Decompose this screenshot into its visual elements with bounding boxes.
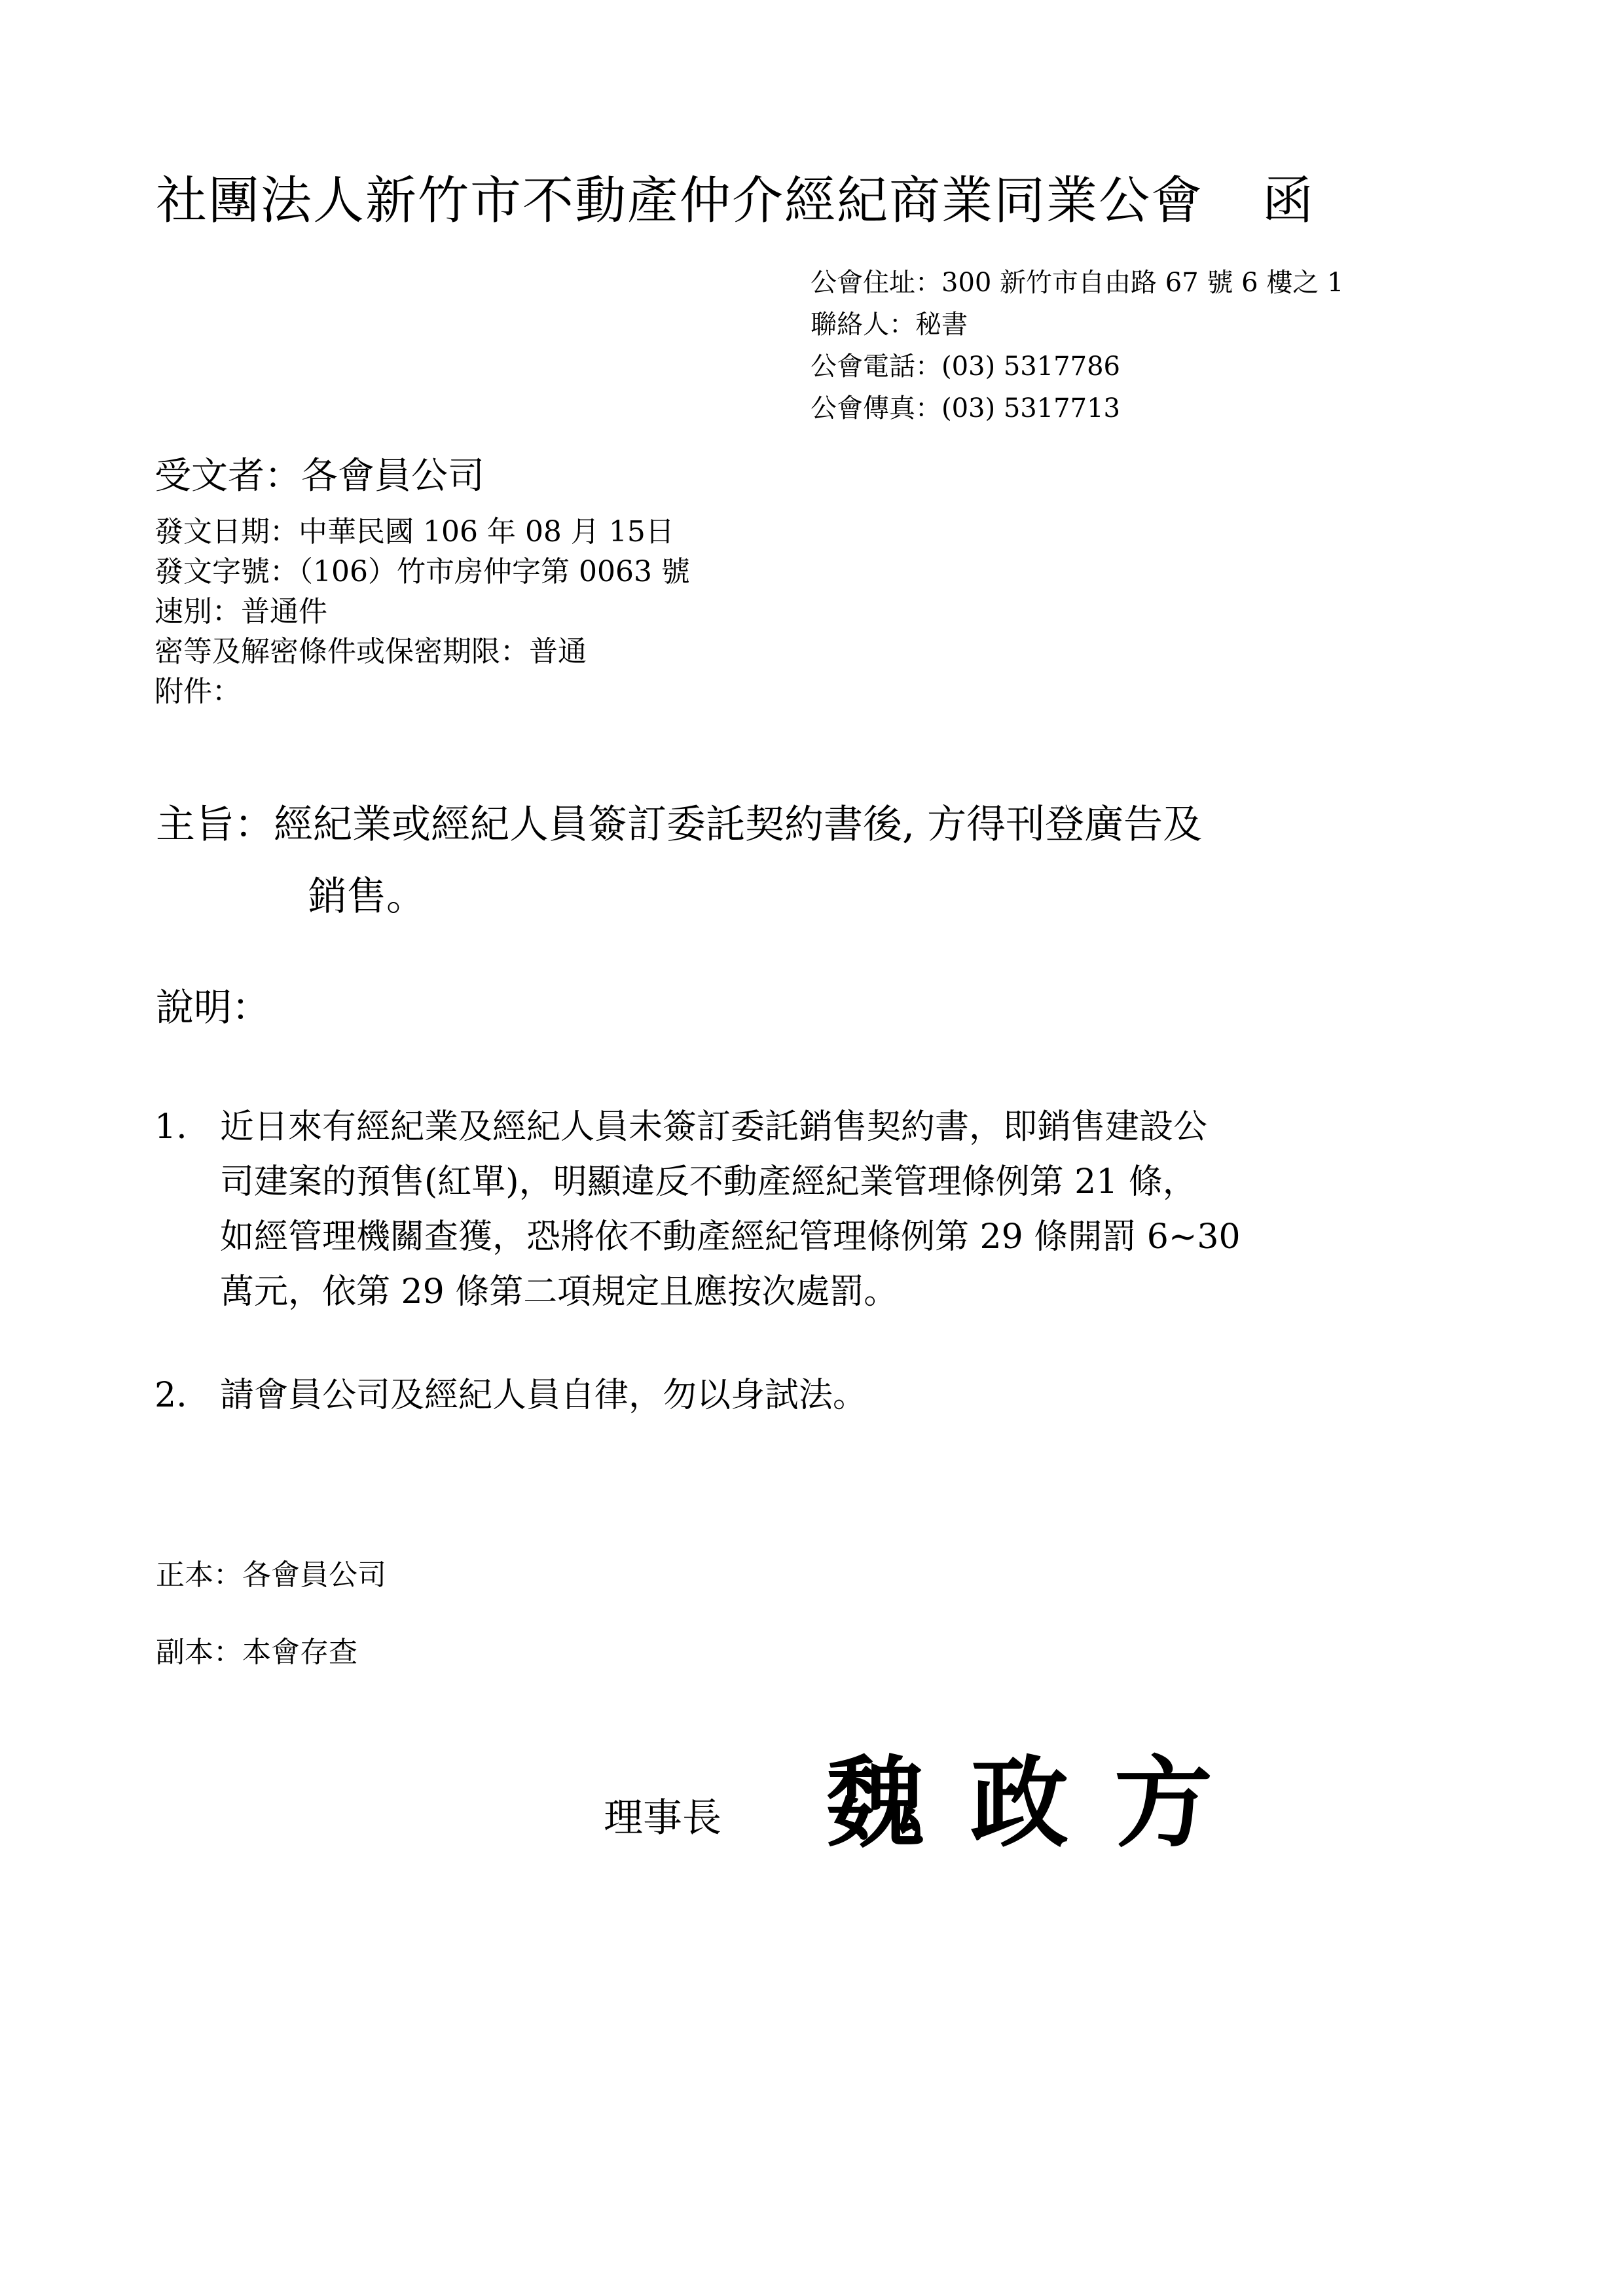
delivery-speed: 速別：普通件 — [155, 595, 327, 628]
signatory-name: 魏政方 — [826, 1746, 1259, 1861]
original-copy: 正本：各會員公司 — [156, 1558, 386, 1592]
item-line: 請會員公司及經紀人員自律，勿以身試法。 — [220, 1376, 867, 1415]
subject-line-1: 主旨：經紀業或經紀人員簽訂委託契約書後, 方得刊登廣告及 — [156, 802, 1203, 848]
classification: 密等及解密條件或保密期限：普通 — [155, 635, 587, 668]
document-number: 發文字號：（106）竹市房仲字第 0063 號 — [155, 555, 690, 588]
subject-line-2: 銷售。 — [308, 874, 426, 920]
explanation-label: 說明： — [156, 985, 270, 1030]
recipient: 受文者：各會員公司 — [155, 455, 484, 497]
attachment: 附件： — [155, 675, 241, 708]
document-type: 函 — [1262, 171, 1315, 230]
document-meta — [155, 512, 690, 711]
duplicate-copy: 副本：本會存查 — [156, 1636, 357, 1669]
item-number: 2. — [155, 1376, 187, 1415]
item-number: 1. — [155, 1107, 187, 1147]
subject — [156, 789, 1202, 933]
issue-date: 發文日期：中華民國 106 年 08 月 15日 — [155, 515, 674, 548]
association-name: 社團法人新竹市不動產仲介經紀商業同業公會 — [156, 171, 1204, 230]
item-line: 萬元，依第 29 條第二項規定且應按次處罰。 — [220, 1272, 898, 1312]
contact-person: 聯絡人：秘書 — [811, 310, 968, 340]
item-line: 司建案的預售(紅單)，明顯違反不動產經紀業管理條例第 21 條， — [220, 1162, 1197, 1202]
item-line: 近日來有經紀業及經紀人員未簽訂委託銷售契約書，即銷售建設公 — [220, 1107, 1208, 1147]
contact-fax: 公會傳真：(03) 5317713 — [811, 393, 1120, 423]
contact-block — [811, 262, 1343, 429]
explanation-item-1 — [155, 1100, 1241, 1319]
contact-address: 公會住址：300 新竹市自由路 67 號 6 樓之 1 — [811, 268, 1344, 298]
item-line: 如經管理機關查獲，恐將依不動產經紀管理條例第 29 條開罰 6~30 — [220, 1217, 1241, 1257]
explanation-item-2 — [155, 1368, 867, 1423]
document-title — [156, 171, 1315, 230]
contact-phone: 公會電話：(03) 5317786 — [811, 351, 1120, 382]
signatory-title: 理事長 — [604, 1795, 721, 1841]
